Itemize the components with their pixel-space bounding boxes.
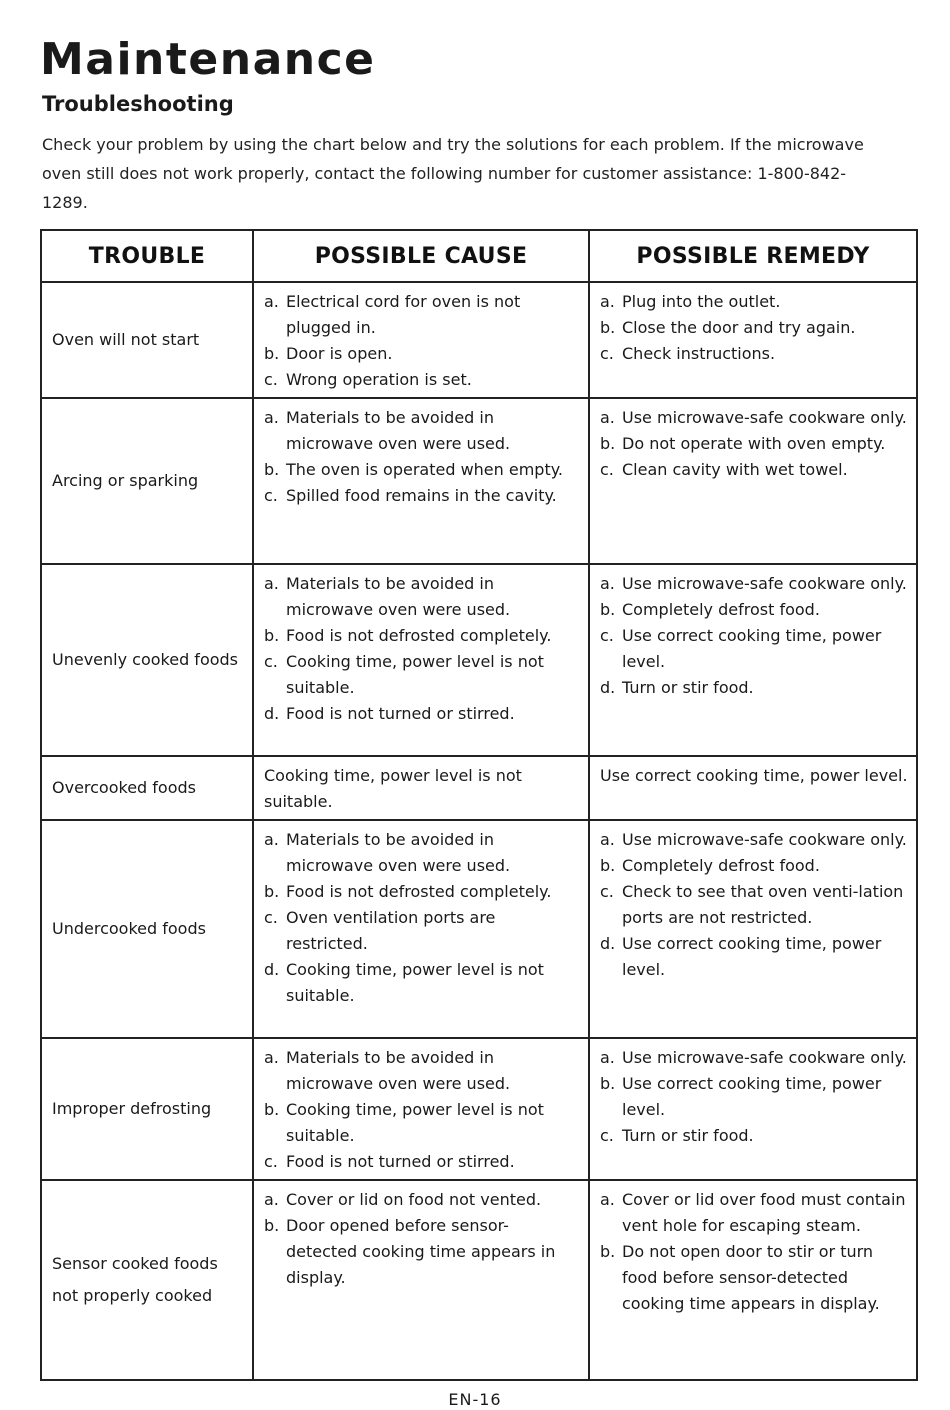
table-row	[41, 282, 917, 398]
remedy-list	[600, 1187, 908, 1317]
cause-text: Food is not turned or stirred.	[286, 704, 515, 723]
remedy-text: Turn or stir food.	[622, 678, 754, 697]
remedy-list	[600, 571, 908, 701]
cause-item	[264, 1149, 580, 1175]
cause-text: Materials to be avoided in microwave oven were used.	[286, 574, 511, 619]
trouble-cell: Undercooked foods	[41, 820, 253, 1038]
remedy-marker: a.	[600, 1048, 615, 1067]
remedy-item	[600, 931, 908, 983]
table-row	[41, 756, 917, 820]
remedy-marker: c.	[600, 1126, 614, 1145]
remedy-item	[600, 289, 908, 315]
cause-item	[264, 879, 580, 905]
remedy-item	[600, 623, 908, 675]
remedy-text: Check instructions.	[622, 344, 776, 363]
cause-marker: c.	[264, 908, 278, 927]
remedy-item	[600, 1123, 908, 1149]
table-header-row	[41, 230, 917, 282]
cause-text: Wrong operation is set.	[286, 370, 472, 389]
remedy-list	[600, 405, 908, 483]
table-row	[41, 820, 917, 1038]
cause-text: Food is not defrosted completely.	[286, 626, 552, 645]
cause-marker: c.	[264, 1152, 278, 1171]
remedy-item	[600, 597, 908, 623]
remedy-item	[600, 879, 908, 931]
trouble-cell: Unevenly cooked foods	[41, 564, 253, 756]
trouble-cell: Sensor cooked foods not properly cooked	[41, 1180, 253, 1380]
remedy-marker: a.	[600, 574, 615, 593]
remedy-item	[600, 1045, 908, 1071]
cause-marker: b.	[264, 626, 280, 645]
remedy-marker: c.	[600, 460, 614, 479]
remedy-marker: b.	[600, 434, 616, 453]
remedy-text: Check to see that oven venti-lation ports are not restricted.	[622, 882, 904, 927]
cause-text: Electrical cord for oven is not plugged in.	[286, 292, 521, 337]
remedy-item	[600, 341, 908, 367]
cause-marker: a.	[264, 1048, 279, 1067]
cause-text: Cooking time, power level is not suitable.	[286, 652, 544, 697]
cause-list	[264, 571, 580, 727]
cause-item	[264, 701, 580, 727]
cause-item	[264, 905, 580, 957]
intro-paragraph: Check your problem by using the chart below and try the solutions for each problem. If the microwave oven still does not work properly, contact the following number for customer assistance: 1-800-842-1289.	[42, 135, 864, 212]
cause-text: The oven is operated when empty.	[286, 460, 563, 479]
cause-list	[264, 405, 580, 509]
cause-list	[264, 827, 580, 1009]
cause-marker: d.	[264, 960, 280, 979]
cause-item	[264, 1045, 580, 1097]
remedy-cell	[589, 564, 917, 756]
remedy-text: Completely defrost food.	[622, 856, 820, 875]
cause-item	[264, 341, 580, 367]
remedy-item	[600, 431, 908, 457]
section-title: Troubleshooting	[42, 92, 234, 116]
remedy-cell	[589, 282, 917, 398]
table-row	[41, 398, 917, 564]
remedy-item	[600, 827, 908, 853]
cause-item	[264, 483, 580, 509]
remedy-text: Use microwave-safe cookware only.	[622, 830, 907, 849]
remedy-cell	[589, 1180, 917, 1380]
trouble-cell: Arcing or sparking	[41, 398, 253, 564]
cause-text: Materials to be avoided in microwave oven were used.	[286, 408, 511, 453]
cause-cell	[253, 1038, 589, 1180]
remedy-item	[600, 457, 908, 483]
cause-cell	[253, 282, 589, 398]
header-trouble: TROUBLE	[41, 230, 253, 282]
table-row	[41, 1038, 917, 1180]
cause-text: Food is not defrosted completely.	[286, 882, 552, 901]
remedy-text: Do not operate with oven empty.	[622, 434, 886, 453]
remedy-item	[600, 1071, 908, 1123]
page-title: Maintenance	[40, 34, 376, 85]
cause-marker: a.	[264, 1190, 279, 1209]
cause-text: Cooking time, power level is not suitable.	[286, 960, 544, 1005]
remedy-marker: c.	[600, 882, 614, 901]
cause-list	[264, 289, 580, 393]
cause-cell	[253, 820, 589, 1038]
remedy-text: Use correct cooking time, power level.	[600, 766, 908, 785]
trouble-cell: Improper defrosting	[41, 1038, 253, 1180]
remedy-cell	[589, 1038, 917, 1180]
cause-text: Door opened before sensor-detected cooking time appears in display.	[286, 1216, 556, 1287]
remedy-text: Use correct cooking time, power level.	[622, 1074, 882, 1119]
cause-marker: c.	[264, 370, 278, 389]
cause-marker: d.	[264, 704, 280, 723]
remedy-list	[600, 289, 908, 367]
trouble-cell: Overcooked foods	[41, 756, 253, 820]
cause-item	[264, 405, 580, 457]
cause-text: Materials to be avoided in microwave oven were used.	[286, 1048, 511, 1093]
remedy-marker: d.	[600, 934, 616, 953]
remedy-text: Do not open door to stir or turn food before sensor-detected cooking time appears in display.	[622, 1242, 880, 1313]
cause-item	[264, 367, 580, 393]
remedy-item	[600, 1239, 908, 1317]
troubleshooting-table	[40, 229, 918, 1381]
remedy-marker: a.	[600, 1190, 615, 1209]
remedy-marker: b.	[600, 1242, 616, 1261]
table-row	[41, 564, 917, 756]
remedy-text: Use microwave-safe cookware only.	[622, 574, 907, 593]
cause-text: Oven ventilation ports are restricted.	[286, 908, 496, 953]
table-row	[41, 1180, 917, 1380]
remedy-item	[600, 675, 908, 701]
cause-cell	[253, 1180, 589, 1380]
remedy-marker: c.	[600, 344, 614, 363]
trouble-cell: Oven will not start	[41, 282, 253, 398]
cause-cell	[253, 756, 589, 820]
remedy-text: Use correct cooking time, power level.	[622, 626, 882, 671]
cause-cell	[253, 398, 589, 564]
remedy-marker: b.	[600, 856, 616, 875]
cause-item	[264, 289, 580, 341]
remedy-item	[600, 405, 908, 431]
header-possible-remedy: POSSIBLE REMEDY	[589, 230, 917, 282]
cause-item	[264, 1187, 580, 1213]
cause-item	[264, 1213, 580, 1291]
remedy-text: Clean cavity with wet towel.	[622, 460, 848, 479]
remedy-text: Use microwave-safe cookware only.	[622, 1048, 907, 1067]
cause-marker: c.	[264, 652, 278, 671]
cause-item	[264, 649, 580, 701]
cause-marker: a.	[264, 292, 279, 311]
remedy-list	[600, 1045, 908, 1149]
cause-marker: b.	[264, 460, 280, 479]
page-number: EN-16	[448, 1390, 502, 1409]
remedy-cell	[589, 398, 917, 564]
cause-text: Cooking time, power level is not suitable.	[264, 766, 522, 811]
cause-item	[264, 457, 580, 483]
remedy-text: Cover or lid over food must contain vent hole for escaping steam.	[622, 1190, 906, 1235]
cause-list	[264, 1187, 580, 1291]
remedy-marker: b.	[600, 318, 616, 337]
cause-text: Cooking time, power level is not suitable.	[286, 1100, 544, 1145]
table-body	[41, 282, 917, 1380]
cause-text: Door is open.	[286, 344, 393, 363]
remedy-item	[600, 315, 908, 341]
cause-marker: b.	[264, 1216, 280, 1235]
cause-marker: b.	[264, 344, 280, 363]
remedy-item	[600, 853, 908, 879]
remedy-marker: a.	[600, 830, 615, 849]
cause-cell	[253, 564, 589, 756]
remedy-text: Use correct cooking time, power level.	[622, 934, 882, 979]
remedy-text: Turn or stir food.	[622, 1126, 754, 1145]
remedy-item	[600, 1187, 908, 1239]
cause-marker: b.	[264, 882, 280, 901]
remedy-marker: b.	[600, 600, 616, 619]
cause-item	[264, 957, 580, 1009]
remedy-marker: b.	[600, 1074, 616, 1093]
remedy-text: Plug into the outlet.	[622, 292, 781, 311]
cause-item	[264, 571, 580, 623]
cause-text: Spilled food remains in the cavity.	[286, 486, 557, 505]
cause-text: Cover or lid on food not vented.	[286, 1190, 542, 1209]
remedy-marker: d.	[600, 678, 616, 697]
cause-text: Materials to be avoided in microwave oven were used.	[286, 830, 511, 875]
remedy-text: Completely defrost food.	[622, 600, 820, 619]
remedy-text: Use microwave-safe cookware only.	[622, 408, 907, 427]
cause-marker: c.	[264, 486, 278, 505]
remedy-marker: c.	[600, 626, 614, 645]
cause-text: Food is not turned or stirred.	[286, 1152, 515, 1171]
remedy-cell	[589, 820, 917, 1038]
remedy-marker: a.	[600, 408, 615, 427]
remedy-list	[600, 827, 908, 983]
cause-marker: a.	[264, 830, 279, 849]
remedy-marker: a.	[600, 292, 615, 311]
cause-item	[264, 1097, 580, 1149]
cause-marker: a.	[264, 574, 279, 593]
remedy-item	[600, 571, 908, 597]
cause-marker: a.	[264, 408, 279, 427]
remedy-cell	[589, 756, 917, 820]
cause-list	[264, 1045, 580, 1175]
cause-item	[264, 827, 580, 879]
cause-marker: b.	[264, 1100, 280, 1119]
remedy-text: Close the door and try again.	[622, 318, 856, 337]
cause-item	[264, 623, 580, 649]
header-possible-cause: POSSIBLE CAUSE	[253, 230, 589, 282]
